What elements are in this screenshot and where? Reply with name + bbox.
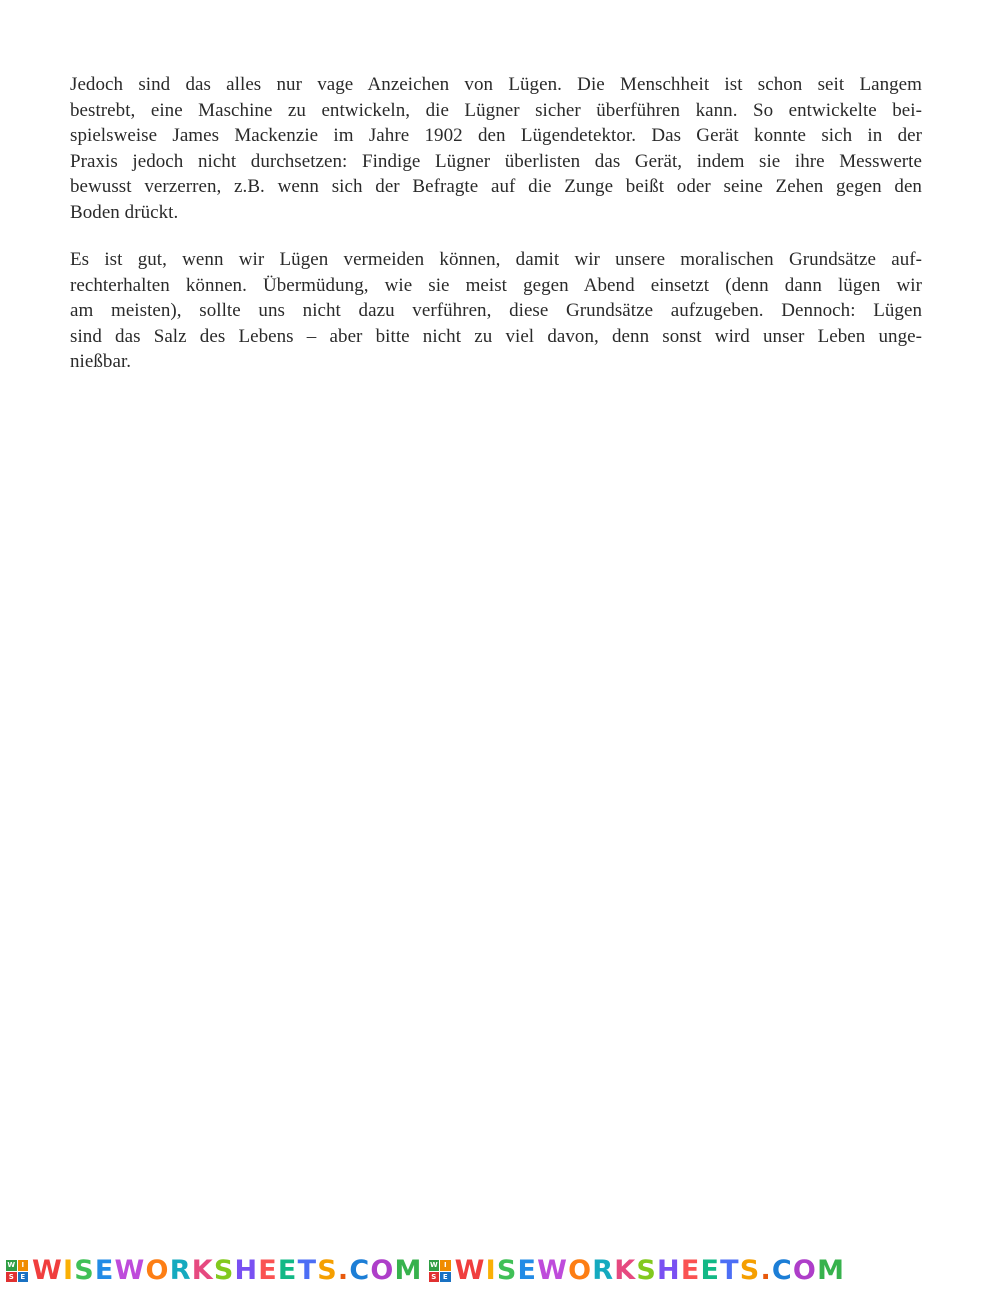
watermark-letter: I [485, 1255, 497, 1286]
watermark-letter: S [496, 1255, 518, 1286]
watermark-letter: E [258, 1255, 278, 1286]
watermark-letter: S [739, 1255, 761, 1286]
wise-logo-icon [429, 1260, 451, 1282]
logo-letter: S [429, 1272, 440, 1283]
logo-letter: W [429, 1261, 438, 1269]
logo-letter: I [18, 1260, 29, 1271]
watermark [6, 1256, 423, 1286]
watermark-letter: E [277, 1255, 298, 1286]
text-line: bewusst verzerren, z.B. wenn sich der Befragte auf die Zunge beißt oder seine Zehen gegen den [70, 176, 922, 197]
watermark-letter: K [614, 1255, 637, 1286]
text-line: Praxis jedoch nicht durchsetzen: Findige Lügner überlisten das Gerät, indem sie ihre Messwerte [70, 150, 922, 172]
watermark-letter: S [636, 1255, 658, 1286]
text-line: am meisten), sollte uns nicht dazu verführen, diese Grundsätze aufzugeben. Dennoch: Lügen [70, 300, 922, 321]
watermark-letter: H [234, 1255, 259, 1286]
watermark-letter: O [792, 1255, 818, 1286]
watermark-letter: I [62, 1255, 75, 1286]
text-line: rechterhalten können. Übermüdung, wie sie meist gegen Abend einsetzt (denn dann lügen wir [70, 274, 922, 296]
watermark-letter: C [771, 1255, 793, 1286]
text-line: sind das Salz des Lebens – aber bitte nicht zu viel davon, denn sonst wird unser Leben unge- [70, 325, 922, 347]
watermark-letter: M [817, 1255, 846, 1286]
watermark-text [455, 1256, 846, 1286]
watermark-text [32, 1256, 423, 1286]
watermark-letter: R [169, 1255, 192, 1286]
logo-letter: E [18, 1272, 29, 1283]
watermark-letter: C [349, 1255, 371, 1286]
wise-logo-icon [6, 1260, 28, 1282]
watermark-letter: M [394, 1255, 423, 1286]
watermark-letter: T [720, 1255, 740, 1286]
watermark-letter: E [700, 1255, 721, 1286]
watermark-letter: E [517, 1255, 538, 1286]
logo-letter: W [7, 1261, 16, 1269]
paragraph-2 [70, 247, 922, 375]
watermark-letter: W [537, 1255, 569, 1286]
watermark-letter: . [337, 1255, 350, 1286]
text-line: bestrebt, eine Maschine zu entwickeln, die Lügner sicher überführen kann. So entwickelte bei- [70, 99, 922, 121]
watermark-letter: K [191, 1255, 214, 1286]
logo-letter: E [440, 1272, 451, 1283]
watermark [429, 1256, 846, 1286]
watermark-letter: S [213, 1255, 235, 1286]
watermark-letter: E [94, 1255, 115, 1286]
watermark-letter: R [592, 1255, 615, 1286]
logo-letter: S [6, 1272, 17, 1283]
watermark-letter: W [454, 1255, 486, 1286]
paragraph-1 [70, 72, 922, 225]
text-line: nießbar. [70, 351, 132, 372]
watermark-letter: . [760, 1255, 772, 1286]
watermark-letter: S [317, 1255, 338, 1286]
text-line: Boden drückt. [70, 201, 179, 223]
text-line: Jedoch sind das alles nur vage Anzeichen von Lügen. Die Menschheit ist schon seit Langem [70, 74, 922, 95]
logo-letter: I [440, 1260, 451, 1271]
watermark-letter: W [114, 1255, 146, 1286]
watermark-letter: O [568, 1255, 593, 1286]
watermark-footer [0, 1254, 1000, 1288]
text-line: Es ist gut, wenn wir Lügen vermeiden können, damit wir unsere moralischen Grundsätze auf- [70, 249, 922, 270]
body-text [70, 72, 922, 397]
watermark-letter: T [297, 1255, 318, 1286]
watermark-letter: H [657, 1255, 681, 1286]
watermark-letter: O [370, 1255, 395, 1286]
watermark-letter: S [74, 1255, 95, 1286]
watermark-letter: O [145, 1255, 170, 1286]
watermark-letter: W [32, 1255, 63, 1286]
watermark-letter: E [680, 1255, 701, 1286]
text-line: spielsweise James Mackenzie im Jahre 1902 den Lügendetektor. Das Gerät konnte sich in der [70, 125, 922, 146]
